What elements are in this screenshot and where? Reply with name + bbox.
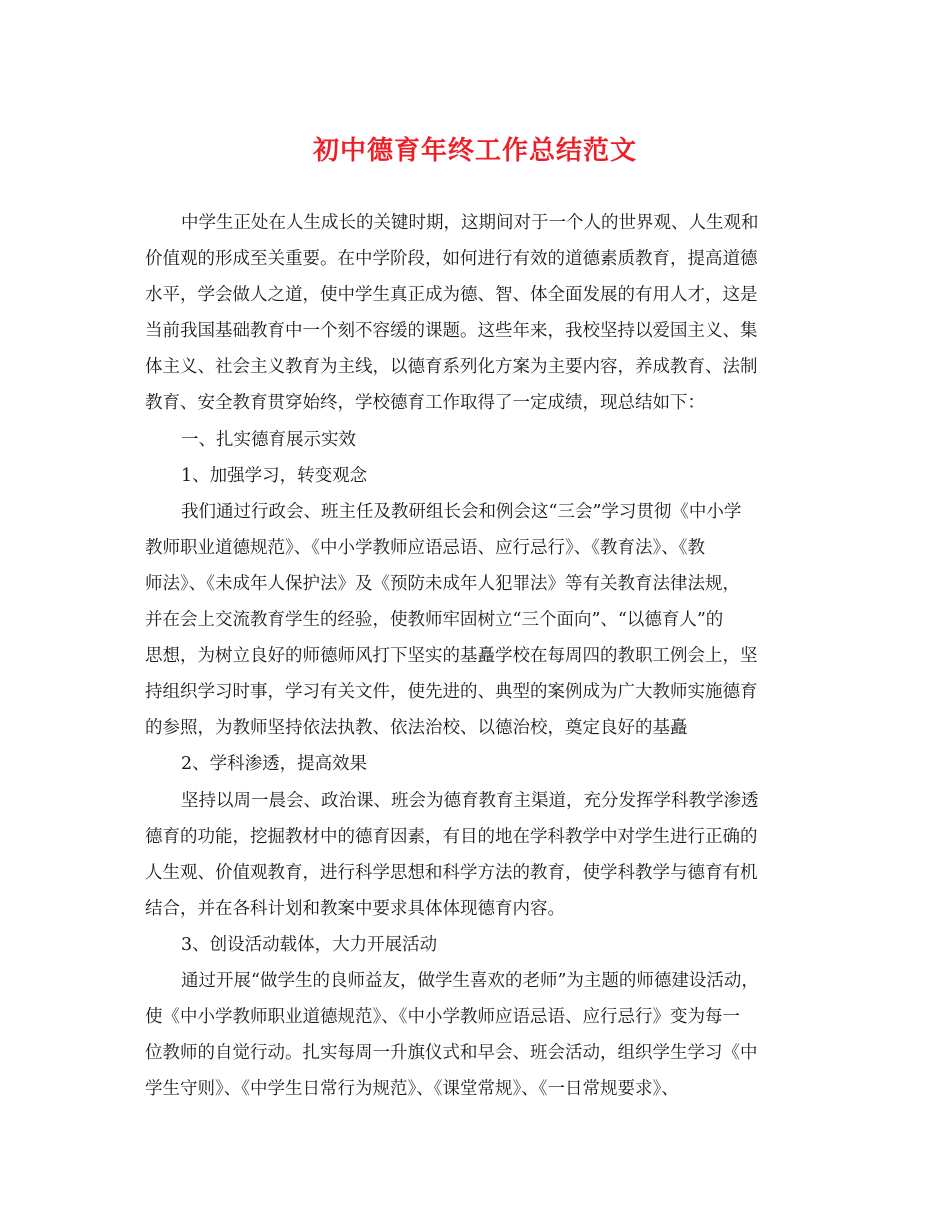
text-line: 坚持以周一晨会、政治课、班会为德育教育主渠道，充分发挥学科教学渗透 [181, 790, 759, 811]
text-line: 体主义、社会主义教育为主线，以德育系列化方案为主要内容，养成教育、法制 [145, 357, 758, 378]
text-line: 一、扎实德育展示实效 [181, 429, 356, 450]
text-line: 学生守则》、《中学生日常行为规范》、《课堂常规》、《一日常规要求》、 [145, 1079, 679, 1100]
text-line: 当前我国基础教育中一个刻不容缓的课题。这些年来，我校坚持以爱国主义、集 [145, 321, 758, 342]
text-line: 思想，为树立良好的师德师风打下坚实的基矗学校在每周四的教职工例会上，坚 [145, 646, 758, 667]
text-line: 通过开展“做学生的良师益友，做学生喜欢的老师”为主题的师德建设活动， [181, 970, 759, 991]
text-line: 价值观的形成至关重要。在中学阶段，如何进行有效的道德素质教育，提高道德 [145, 249, 758, 270]
document-body [145, 205, 800, 1107]
text-line: 的参照，为教师坚持依法执教、依法治校、以德治校，奠定良好的基矗 [145, 718, 688, 739]
text-line: 位教师的自觉行动。扎实每周一升旗仪式和早会、班会活动，组织学生学习《中 [145, 1043, 758, 1064]
text-line: 我们通过行政会、班主任及教研组长会和例会这“三会”学习贯彻《中小学 [181, 501, 742, 522]
text-line: 教师职业道德规范》、《中小学教师应语忌语、应行忌行》、《教育法》、《教 [145, 537, 705, 558]
text-line: 中学生正处在人生成长的关键时期，这期间对于一个人的世界观、人生观和 [181, 213, 759, 233]
text-line: 人生观、价值观教育，进行科学思想和科学方法的教育，使学科教学与德育有机 [145, 862, 758, 883]
text-line: 3、创设活动载体，大力开展活动 [181, 934, 438, 955]
text-line: 结合，并在各科计划和教案中要求具体体现德育内容。 [145, 898, 565, 919]
text-line: 水平，学会做人之道，使中学生真正成为德、智、体全面发展的有用人才，这是 [145, 285, 758, 306]
text-line: 教育、安全教育贯穿始终，学校德育工作取得了一定成绩，现总结如下： [145, 393, 705, 414]
text-line: 德育的功能，挖掘教材中的德育因素，有目的地在学科教学中对学生进行正确的 [145, 826, 758, 847]
text-line: 1、加强学习，转变观念 [181, 465, 368, 486]
document-title: 初中德育年终工作总结范文 [312, 136, 637, 166]
text-line: 持组织学习时事，学习有关文件，使先进的、典型的案例成为广大教师实施德育 [145, 682, 758, 703]
text-line: 并在会上交流教育学生的经验，使教师牢固树立“三个面向”、“以德育人”的 [145, 610, 724, 631]
text-line: 师法》、《未成年人保护法》及《预防未成年人犯罪法》等有关教育法律法规， [145, 573, 740, 594]
text-line: 2、学科渗透，提高效果 [181, 754, 368, 775]
text-line: 使《中小学教师职业道德规范》、《中小学教师应语忌语、应行忌行》变为每一 [145, 1007, 740, 1028]
